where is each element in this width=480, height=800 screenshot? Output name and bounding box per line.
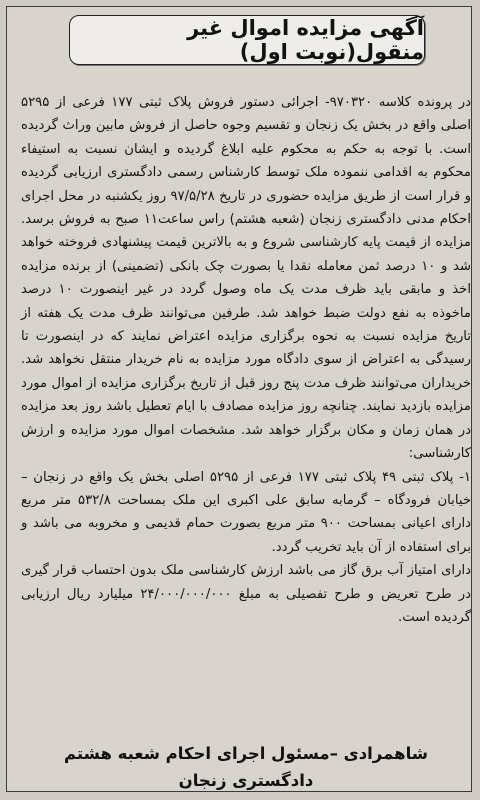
notice-title: آگهی مزایده اموال غیر منقول(نوبت اول) [187,16,424,64]
notice-paragraph-property: ۱- پلاک ثبتی ۴۹ پلاک ثبتی ۱۷۷ فرعی از ۵۲۹۵ اصلی بخش یک واقع در زنجان –خیابان فرودگاه – گرمابه سابق علی اکبری این ملک بمساحت ۵۳۲/۸ متر مربع دارای اعیانی بمساحت ۹۰۰ متر مربع بصورت حمام قدیمی و مخروبه می باشد و برای استفاده از آن باید تخریب گردد. [21,469,472,555]
notice-title-box [69,15,425,65]
notice-signature: شاهمرادی –مسئول اجرای احکام شعبه هشتم دادگستری زنجان [63,744,428,790]
notice-frame [6,6,472,792]
notice-body [21,91,471,629]
notice-paragraph-valuation: دارای امتیاز آب برق گاز می باشد ارزش کارشناسی ملک بدون احتساب قرار گیری در طرح تعریض و طرح تفصیلی به مبلغ ۲۴/۰۰۰/۰۰۰/۰۰۰ میلیارد ریال ارزیابی گردیده است. [21,563,471,625]
notice-paragraph-main: در پرونده کلاسه ۹۷۰۳۲۰- اجرائی دستور فروش پلاک ثبتی ۱۷۷ فرعی از ۵۲۹۵ اصلی واقع در بخش یک زنجان و تقسیم وجوه حاصل از فروش مابین وراث گردیده است. با توجه به حکم به محکوم علیه ابلاغ گردیده و ایشان نسبت به استیفاء محکوم به اقدامی ننموده ملک توسط کارشناس رسمی دادگستری ارزیابی گردیده و قرار است از طریق مزایده حضوری در تاریخ ۹۷/۵/۲۸ روز یکشنبه در محل اجرای احکام مدنی دادگستری زنجان (شعبه هشتم) راس ساعت۱۱ صبح به فروش برسد. مزایده از قیمت پایه کارشناسی شروع و به بالاترین قیمت پیشنهادی فروخته خواهد شد و ۱۰ درصد ثمن معامله نقدا یا بصورت چک بانکی (تضمینی) از برنده مزایده اخذ و مابقی باید ظرف مدت یک ماه وصول گردد در غیر اینصورت ۱۰ درصد ماخوذه به نفع دولت ضبط خواهد شد. طرفین می‌توانند ظرف مدت یک هفته از تاریخ مزایده نسبت به نحوه برگزاری مزایده اعتراض نمایند که در اینصورت تا رسیدگی به اعتراض از سوی دادگاه مورد مزایده به نام خریدار منتقل نخواهد شد. خریداران می‌توانند ظرف مدت پنج روز قبل از تاریخ برگزاری مزایده از اموال مورد مزایده بازدید نمایند. چنانچه روز مزایده مصادف با ایام تعطیل باشد روز بعد مزایده در همان زمان و مکان برگزار خواهد شد. مشخصات اموال مورد مزایده و ارزش کارشناسی: [21,95,471,462]
